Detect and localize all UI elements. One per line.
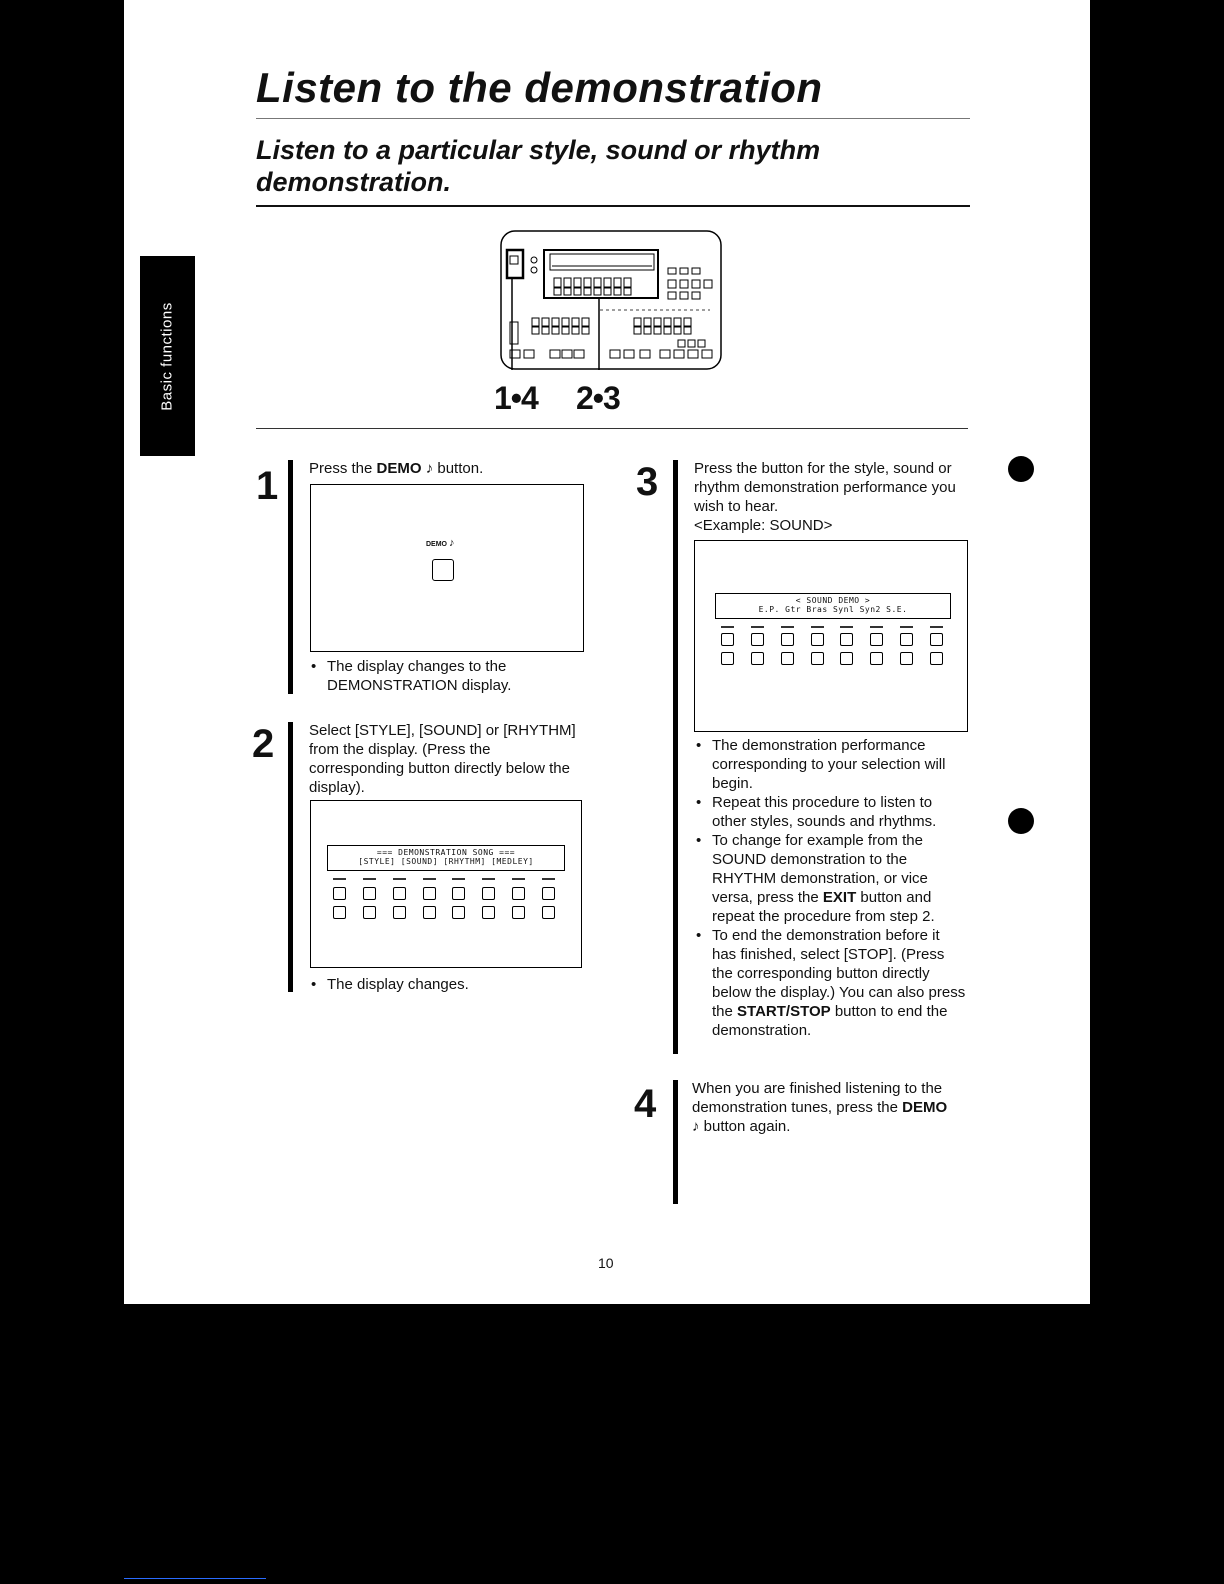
side-tab-label-wrap bbox=[140, 256, 195, 456]
step-1-bullet: • The display changes to the DEMONSTRATION display. bbox=[309, 657, 579, 695]
step-4-demo-label: DEMO bbox=[902, 1099, 948, 1116]
step-2-figure bbox=[310, 800, 582, 968]
subtitle-rule bbox=[256, 205, 970, 207]
demo-button bbox=[432, 559, 454, 581]
callout-steps-2-3: 2•3 bbox=[576, 380, 620, 416]
step-2-bullet: • The display changes. bbox=[309, 975, 579, 994]
lcd-line-2: [STYLE] [SOUND] [RHYTHM] [MEDLEY] bbox=[358, 857, 534, 866]
start-stop-button-label: START/STOP bbox=[737, 1003, 831, 1020]
step-1-bullets bbox=[309, 657, 579, 695]
exit-button-label: EXIT bbox=[822, 889, 857, 906]
binder-hole-top bbox=[1008, 456, 1034, 482]
page-subtitle: Listen to a particular style, sound or rhythm demonstration. bbox=[256, 135, 821, 197]
step-1-post: button. bbox=[433, 460, 484, 477]
keyboard-panel-illustration bbox=[500, 230, 722, 370]
step-1-bar bbox=[288, 460, 293, 694]
demo-button-label: DEMO ♪ bbox=[426, 537, 455, 549]
step-1-pre: Press the bbox=[309, 460, 377, 477]
bottom-link-line bbox=[124, 1578, 266, 1579]
button-label-row bbox=[721, 626, 943, 628]
binder-hole-middle bbox=[1008, 808, 1034, 834]
music-note-icon: ♪ bbox=[692, 1118, 700, 1135]
display-button-grid bbox=[721, 633, 943, 665]
step-3-bullet-1: • The demonstration performance corresponding to your selection will begin. bbox=[694, 736, 966, 793]
step-2-text: Select [STYLE], [SOUND] or [RHYTHM] from the display. (Press the corresponding button directly below the display). bbox=[309, 722, 576, 796]
step-3-bullet-4: • To end the demonstration before it has finished, select [STOP]. (Press the corresponding button directly below the display.) You can also press the START/STOP button to end the demonstration. bbox=[694, 926, 966, 1040]
side-tab-label: Basic functions bbox=[159, 301, 177, 411]
step-1-figure bbox=[310, 484, 584, 652]
lcd-line-1: === DEMONSTRATION SONG === bbox=[376, 848, 516, 857]
scan-border-bottom bbox=[0, 1304, 1224, 1584]
step-1-text bbox=[309, 459, 579, 478]
section-rule bbox=[256, 428, 968, 429]
page-number: 10 bbox=[598, 1255, 614, 1271]
step-3-instruction: Press the button for the style, sound or rhythm demonstration performance you wish to hear. bbox=[694, 460, 956, 515]
step-3-text bbox=[694, 459, 956, 535]
step-4-number: 4 bbox=[634, 1082, 657, 1126]
lcd-line-2: E.P. Gtr Bras Synl Syn2 S.E. bbox=[758, 605, 908, 614]
step-1-number: 1 bbox=[256, 464, 279, 508]
display-button-grid bbox=[333, 887, 555, 919]
step-3-example: <Example: SOUND> bbox=[694, 517, 833, 534]
step-3-bullets bbox=[694, 736, 966, 1040]
step-3-bullet-3: • To change for example from the SOUND demonstration to the RHYTHM demonstration, or vice versa, press the EXIT button and repeat the procedure from step 2. bbox=[694, 831, 966, 926]
step-2-number: 2 bbox=[252, 722, 275, 766]
demo-song-lcd bbox=[327, 845, 565, 871]
step-3-number: 3 bbox=[636, 460, 659, 504]
page-title: Listen to the demonstration bbox=[256, 64, 823, 111]
button-label-row bbox=[333, 878, 555, 880]
lcd-line-1: < SOUND DEMO > bbox=[795, 596, 871, 605]
step-3-figure bbox=[694, 540, 968, 732]
sound-demo-lcd bbox=[715, 593, 951, 619]
step-2-bar bbox=[288, 722, 293, 992]
title-rule bbox=[256, 118, 970, 119]
step-3-bullet-2: • Repeat this procedure to listen to other styles, sounds and rhythms. bbox=[694, 793, 966, 831]
step-4-text: When you are finished listening to the demonstration tunes, press the DEMO ♪ button again. bbox=[692, 1080, 948, 1135]
music-note-icon: ♪ bbox=[425, 460, 434, 477]
step-2-bullets bbox=[309, 975, 579, 994]
step-1-demo-label: DEMO bbox=[376, 460, 422, 477]
step-4-bar bbox=[673, 1080, 678, 1204]
callout-steps-1-4: 1•4 bbox=[494, 380, 538, 416]
step-3-bar bbox=[673, 460, 678, 1054]
